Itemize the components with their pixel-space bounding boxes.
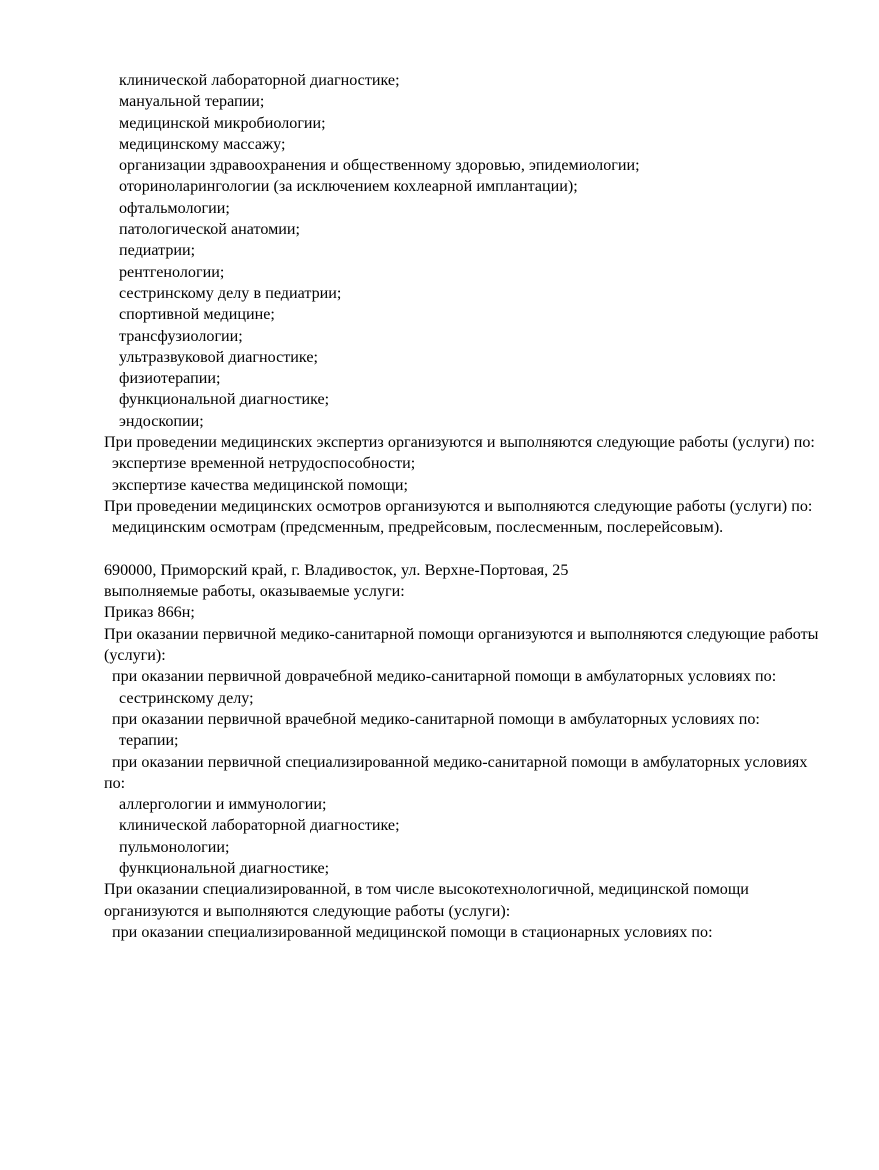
order-reference: Приказ 866н; bbox=[104, 604, 195, 622]
subsection-heading: при оказании первичной врачебной медико-санитарной помощи в амбулаторных условиях по: bbox=[112, 710, 760, 728]
list-item: медицинским осмотрам (предсменным, предрейсовым, послесменным, послерейсовым). bbox=[112, 519, 724, 537]
subsection-heading: при оказании специализированной медицинской помощи в стационарных условиях по: bbox=[112, 923, 713, 941]
section-heading: При оказании специализированной, в том числе высокотехнологичной, медицинской помощи организуются и выполняются следующие работы (услуги): bbox=[104, 881, 749, 920]
section-heading: При проведении медицинских осмотров организуются и выполняются следующие работы (услуги) по: bbox=[104, 497, 813, 515]
address-line: 690000, Приморский край, г. Владивосток, ул. Верхне-Портовая, 25 bbox=[104, 561, 569, 579]
list-item: офтальмологии; bbox=[119, 199, 230, 217]
list-item: аллергологии и иммунологии; bbox=[119, 796, 327, 814]
list-item: экспертизе временной нетрудоспособности; bbox=[112, 455, 416, 473]
list-item: клинической лабораторной диагностике; bbox=[119, 72, 400, 89]
list-item: мануальной терапии; bbox=[119, 93, 265, 111]
section-heading: При оказании первичной медико-санитарной помощи организуются и выполняются следующие работы (услуги): bbox=[104, 625, 819, 665]
list-item: ультразвуковой диагностике; bbox=[119, 348, 318, 366]
list-item: функциональной диагностике; bbox=[119, 391, 330, 409]
list-item: экспертизе качества медицинской помощи; bbox=[112, 476, 409, 494]
list-item: клинической лабораторной диагностике; bbox=[119, 817, 400, 835]
list-item: сестринскому делу; bbox=[119, 689, 254, 707]
list-item: физиотерапии; bbox=[119, 370, 221, 388]
list-item: эндоскопии; bbox=[119, 412, 204, 430]
list-item: организации здравоохранения и общественному здоровью, эпидемиологии; bbox=[119, 157, 640, 175]
services-label: выполняемые работы, оказываемые услуги: bbox=[104, 583, 405, 601]
list-item: терапии; bbox=[119, 732, 179, 750]
list-item: медицинскому массажу; bbox=[119, 135, 286, 153]
list-item: спортивной медицине; bbox=[119, 306, 275, 324]
list-item: функциональной диагностике; bbox=[119, 859, 330, 877]
section-heading: При проведении медицинских экспертиз организуются и выполняются следующие работы (услуги) по: bbox=[104, 434, 815, 452]
list-item: педиатрии; bbox=[119, 242, 196, 260]
list-item: трансфузиологии; bbox=[119, 327, 243, 345]
subsection-heading: при оказании первичной доврачебной медико-санитарной помощи в амбулаторных условиях по: bbox=[112, 668, 777, 686]
list-item: сестринскому делу в педиатрии; bbox=[119, 284, 342, 302]
document-text-body bbox=[104, 70, 828, 943]
list-item: патологической анатомии; bbox=[119, 221, 301, 239]
paragraph-spacer bbox=[104, 539, 828, 560]
list-item: оториноларингологии (за исключением кохлеарной имплантации); bbox=[119, 178, 578, 196]
list-item: пульмонологии; bbox=[119, 838, 230, 856]
list-item: медицинской микробиологии; bbox=[119, 114, 326, 132]
subsection-heading: при оказании первичной специализированной медико-санитарной помощи в амбулаторных условиях по: bbox=[104, 753, 808, 792]
list-item: рентгенологии; bbox=[119, 263, 225, 281]
